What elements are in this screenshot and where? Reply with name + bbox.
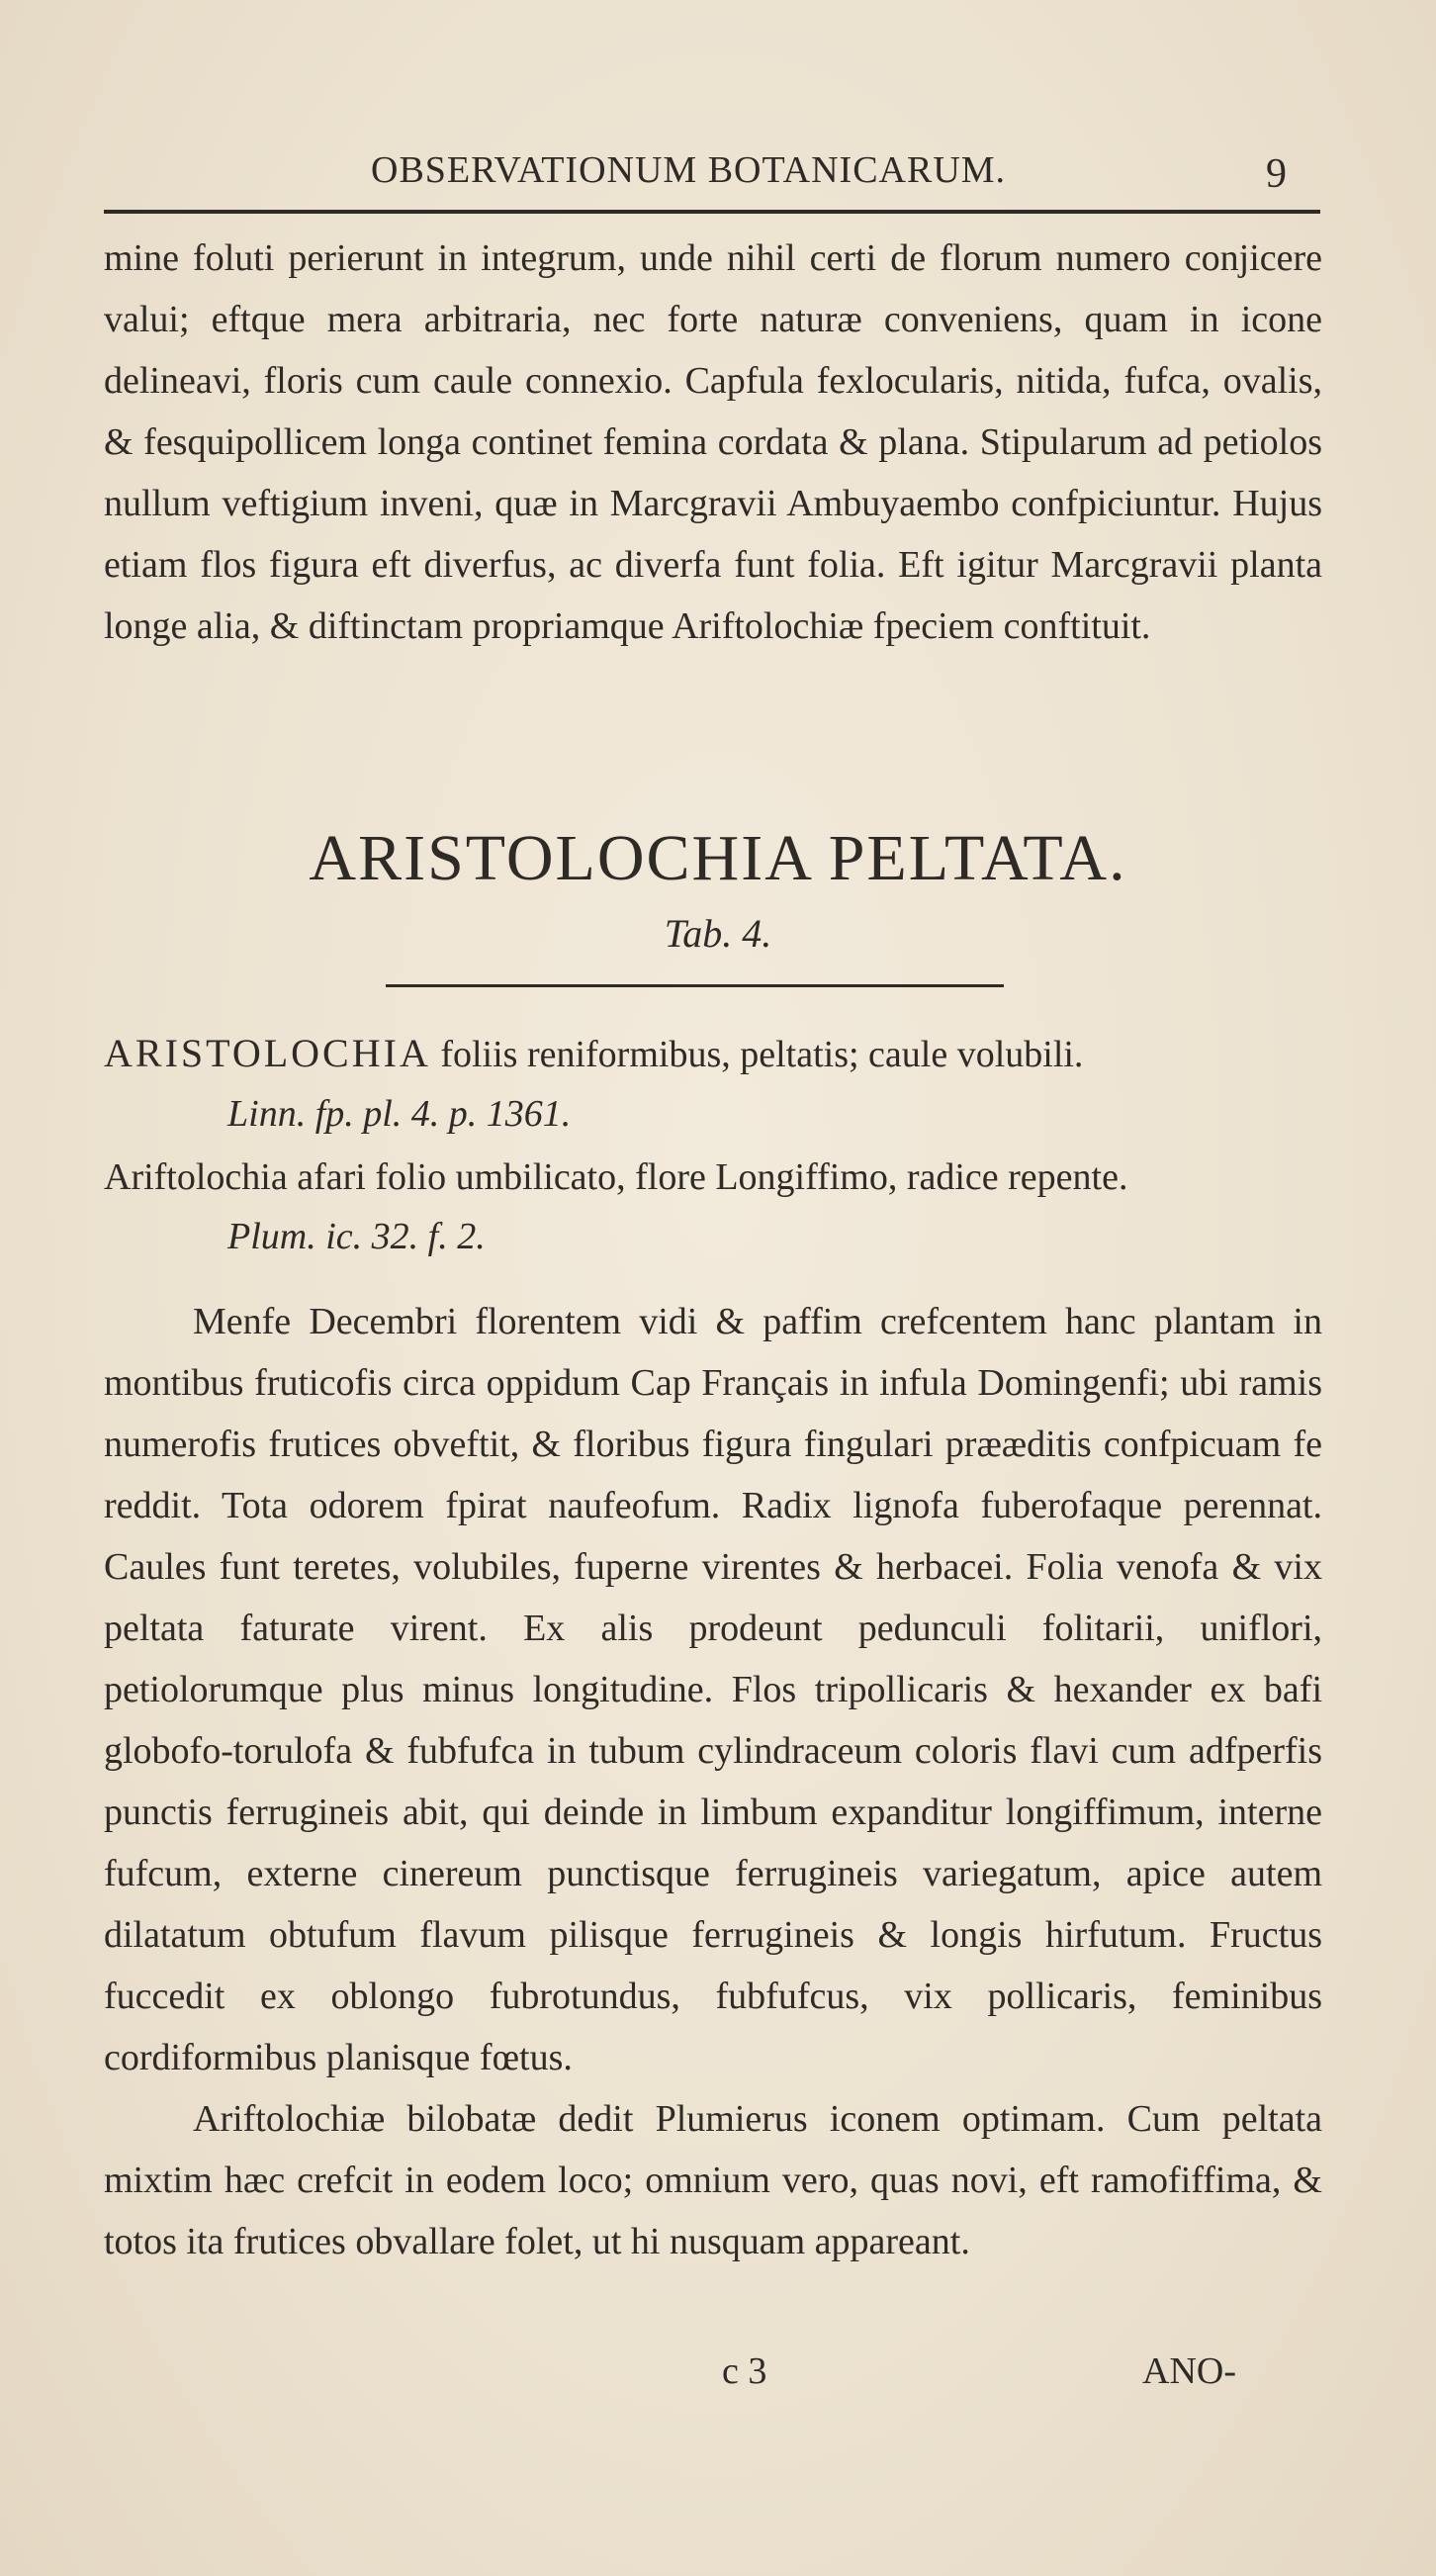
synonym-citation: Plum. ic. 32. f. 2. [227,1216,486,1257]
description-paragraph: Menfe Decembri florentem vidi & paffim crefcentem hanc plantam in montibus fruticofis circa oppidum Cap Français in infula Domingenfi; ubi ramis numerofis frutices obveftit, & floribus figura fingulari prææditis confpicuam fe reddit. Tota odorem fpirat naufeofum. Radix lignofa fuberofaque perennat. Caules funt teretes, volubiles, fuperne virentes & herbacei. Folia venofa & vix peltata faturate virent. Ex alis prodeunt pedunculi folitarii, uniflori, petiolorumque plus minus longitudine. Flos tripollicaris & hexander ex bafi globofo-torulofa & fubfufca in tubum cylindraceum coloris flavi cum adfperfis punctis ferrugineis abit, qui deinde in limbum expanditur longiffimum, interne fufcum, externe cinereum punctisque ferrugineis variegatum, apice autem dilatatum obtufum flavum pilisque ferrugineis & longis hirfutum. Fructus fuccedit ex oblongo fubrotundus, fubfufcus, vix pollicaris, feminibus cordiformibus planisque fœtus. [104,1301,1322,2078]
synonym-citation: Linn. fp. pl. 4. p. 1361. [227,1093,572,1135]
running-header [371,148,1320,204]
synonym-text: Ariftolochia afari folio umbilicato, flore Longiffimo, radice repente. [104,1156,1128,1198]
description-block [104,1291,1322,2272]
description-paragraph: Ariftolochiæ bilobatæ dedit Plumierus iconem optimam. Cum peltata mixtim hæc crefcit in eodem loco; omnium vero, quas novi, eft ramofiffima, & totos ita frutices obvallare folet, ut hi nusquam appareant. [104,2098,1322,2262]
synonym-plumier [104,1148,1322,1266]
continuation-paragraph-block [104,228,1322,657]
header-rule [104,210,1320,214]
catchword: ANO- [1142,2350,1236,2392]
page-number: 9 [1266,151,1287,197]
synonym-linnaeus [104,1024,1322,1144]
section-title: ARISTOLOCHIA PELTATA. [309,822,1127,894]
section-rule [386,984,1004,987]
signature-mark: c 3 [722,2350,767,2392]
synonym-genus: ARISTOLOCHIA [104,1031,431,1075]
continuation-paragraph: mine foluti perierunt in integrum, unde nihil certi de florum numero conjicere valui; eftque mera arbitraria, nec forte naturæ conveniens, quam in icone delineavi, floris cum caule connexio. Capfula fexlocularis, nitida, fufca, ovalis, & fesquipollicem longa continet femina cordata & plana. Stipularum ad petiolos nullum veftigium inveni, quæ in Marcgravii Ambuyaembo confpiciuntur. Hujus etiam flos figura eft diverfus, ac diverfa funt folia. Eft igitur Marcgravii planta longe alia, & diftinctam propriamque Ariftolochiæ fpeciem conftituit. [104,237,1322,647]
plate-reference: Tab. 4. [664,911,772,956]
page-footer [104,2349,1322,2409]
running-title: OBSERVATIONUM BOTANICARUM. [371,149,1007,191]
synonym-text: foliis reniformibus, peltatis; caule volubili. [440,1034,1084,1075]
